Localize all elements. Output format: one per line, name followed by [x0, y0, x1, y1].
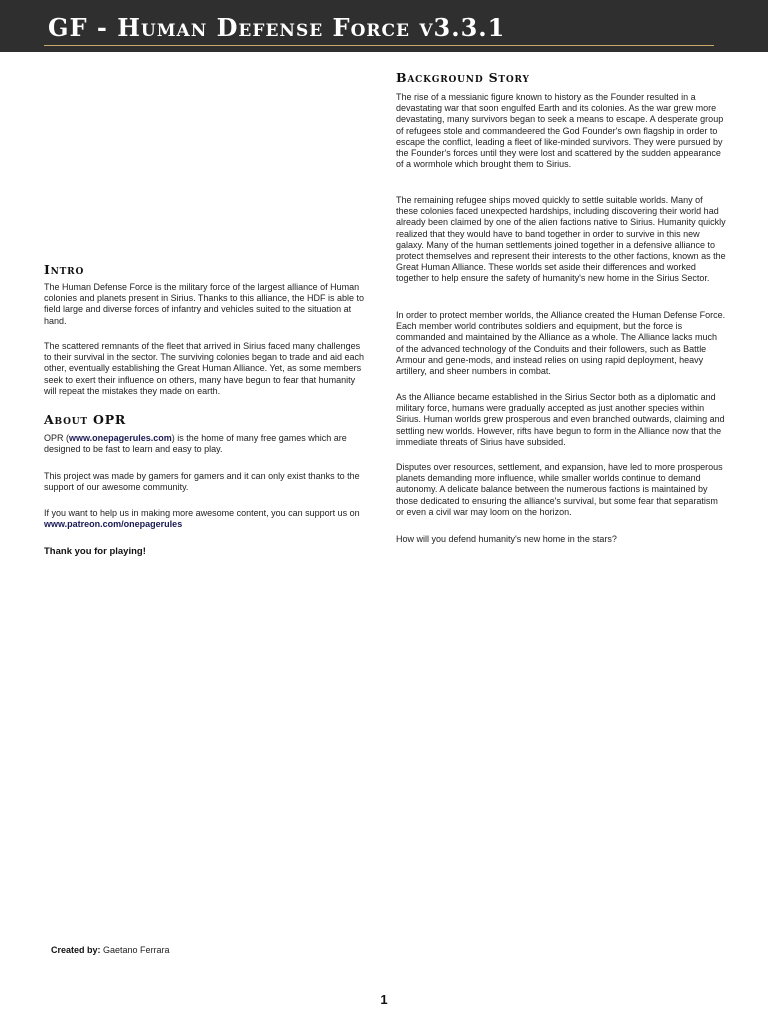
about-heading: About OPR: [44, 412, 127, 427]
background-closing-question: How will you defend humanity's new home in the stars?: [396, 534, 617, 544]
credit-label: Created by:: [51, 945, 101, 955]
credit-name: Gaetano Ferrara: [103, 945, 170, 955]
about-text: OPR (: [44, 433, 70, 443]
document-title: GF - Human Defense Force v3.3.1: [48, 13, 506, 42]
credit-line: [51, 945, 170, 955]
page-number: 1: [380, 992, 388, 1007]
thank-you-text: Thank you for playing!: [44, 546, 146, 557]
background-paragraph: In order to protect member worlds, the Alliance created the Human Defense Force. Each member world contributes soldiers and equipment, but the force is commanded and maintained by the Alliance as a whole. The Alliance lacks much of the advanced technology of the Conduits and their followers, such as Battle Armour and gene-mods, and instead relies on using rapid deployment, heavy artillery, and sheer numbers in combat.: [396, 310, 726, 377]
about-paragraph: [44, 508, 370, 530]
opr-website-link[interactable]: www.onepagerules.com: [69, 433, 172, 443]
about-paragraph: [44, 433, 370, 455]
background-paragraph: Disputes over resources, settlement, and expansion, have led to more prosperous planets demanding more influence, while smaller worlds continue to demand autonomy. A delicate balance between the numerous factions is maintained by those dedicated to ensuring the alliance's survival, but some fear that separatism or even a civil war may loom on the horizon.: [396, 462, 723, 517]
background-paragraph: The remaining refugee ships moved quickly to settle suitable worlds. Many of these colonies faced unexpected hardships, including discovering their world had already been claimed by one of the alien factions native to Sirius. Humanity quickly realized that they would have to band together in order to survive in this new galaxy. Many of the human settlements joined together in a defensive alliance to protect themselves and represent their interests to the other factions, known as the Great Human Alliance. These worlds set aside their differences and worked together to help ensure the safety of humanity's new home in the Sirius Sector.: [396, 195, 726, 284]
patreon-link[interactable]: www.patreon.com/onepagerules: [44, 519, 183, 530]
intro-heading: Intro: [44, 262, 85, 277]
background-paragraph: The rise of a messianic figure known to history as the Founder resulted in a devastating war that soon engulfed Earth and its colonies. As the war grew more devastating, many survivors began to seek a means to escape. A desperate group of refugees stole and commandeered the God Founder's own flagship in order to escape the conflict, leading a fleet of like-minded survivors. They were pursued by the Founder's forces until they were lost and scattered by the sudden appearance of a wormhole which brought them to Sirius.: [396, 92, 724, 170]
header-divider: [44, 45, 714, 46]
intro-paragraph: The scattered remnants of the fleet that arrived in Sirius faced many challenges to their survival in the sector. The surviving colonies began to trade and aid each other, eventually establishing the Great Human Alliance. Yet, as some members seek to exert their influence on others, many have begun to fear that humanity will repeat the mistakes they made on earth.: [44, 341, 365, 396]
intro-paragraph: The Human Defense Force is the military force of the largest alliance of Human colonies and planets present in Sirius. Thanks to this alliance, the HDF is able to field large and diverse forces of infantry and vehicles suited to the situation at hand.: [44, 282, 365, 326]
background-paragraph: As the Alliance became established in the Sirius Sector both as a diplomatic and military force, humans were gradually accepted as just another species within Sirius. Human worlds grew prosperous and even branched outwards, claiming and settling new worlds. However, rifts have begun to form in the Alliance now that the immediate threats of Sirius have subsided.: [396, 392, 725, 447]
about-text: If you want to help us in making more awesome content, you can support us on: [44, 508, 360, 518]
about-paragraph: This project was made by gamers for gamers and it can only exist thanks to the support of our awesome community.: [44, 471, 360, 493]
header-bar: [0, 0, 768, 52]
about-text: ) is the home of many free games which are designed to be fast to learn and easy to play.: [44, 433, 347, 455]
background-heading: Background Story: [396, 70, 530, 85]
